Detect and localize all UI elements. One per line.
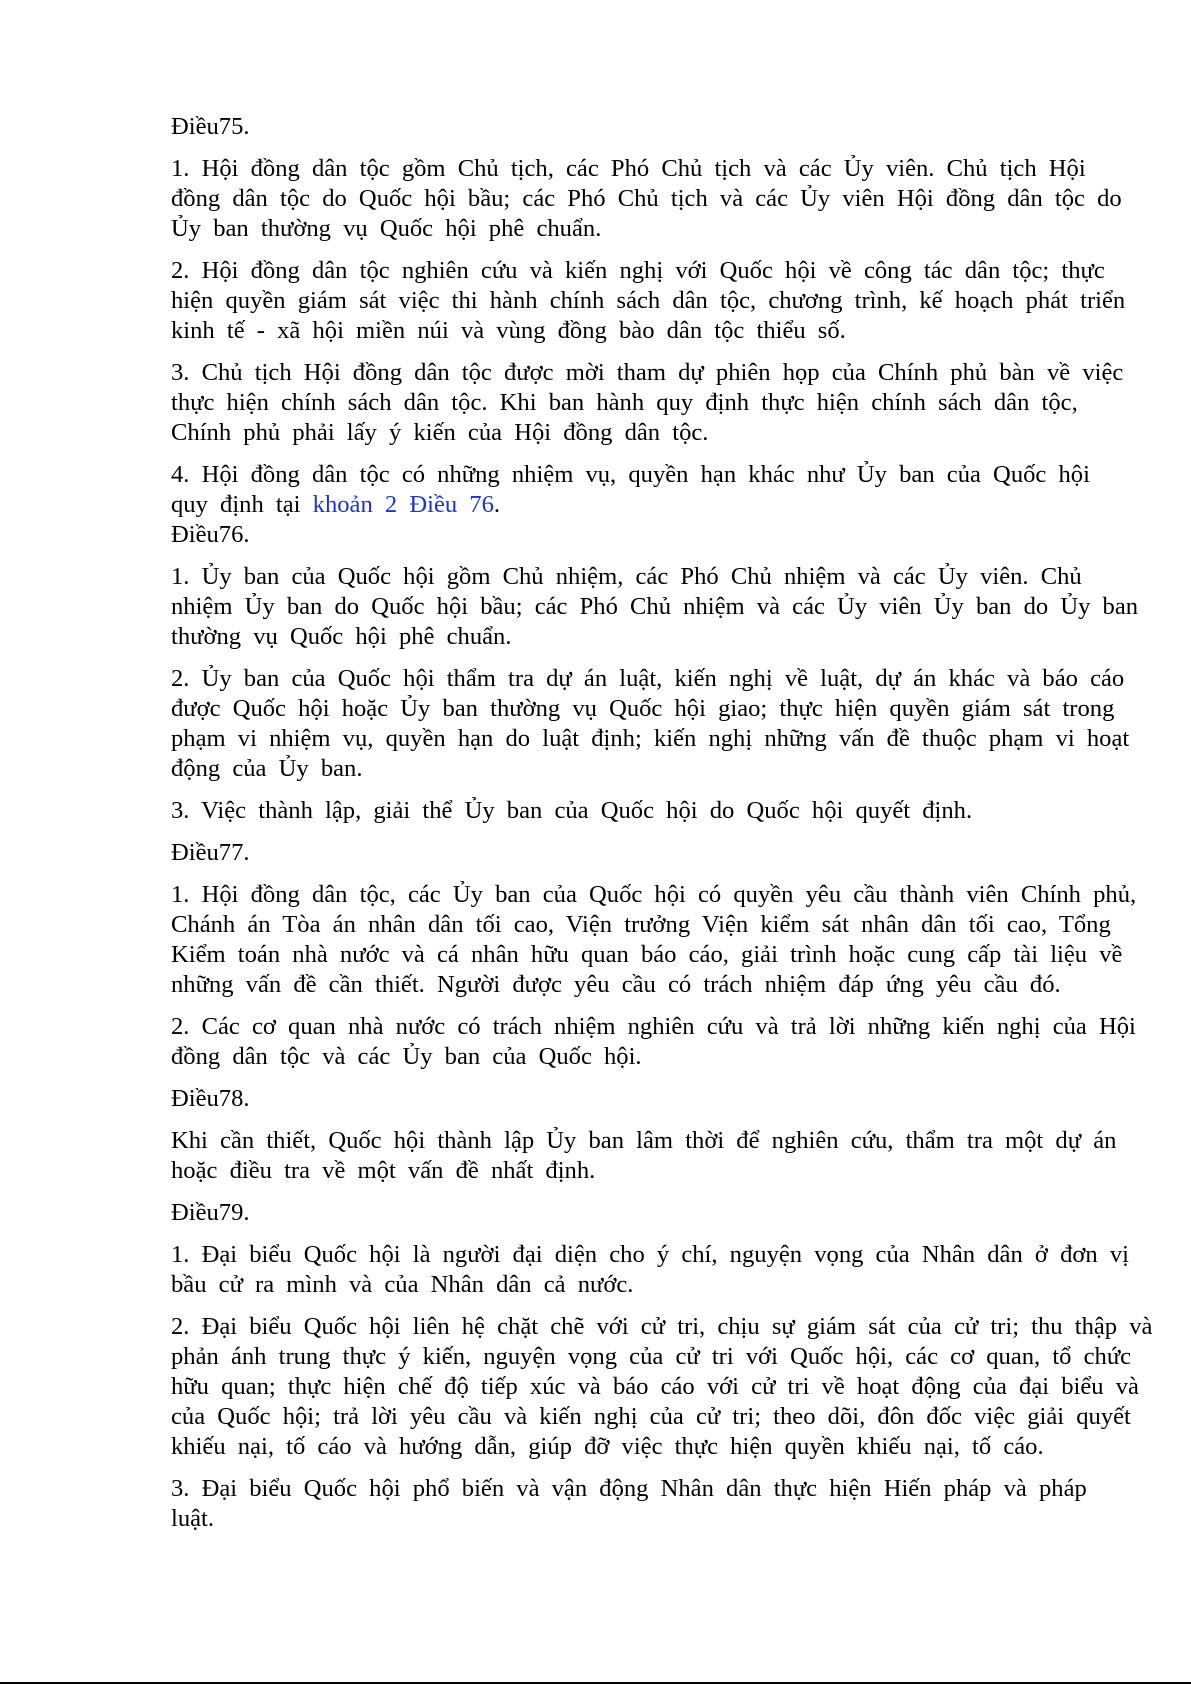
article-heading: Điều76.	[171, 521, 250, 548]
document-page	[171, 112, 1191, 1546]
text-line: kinh tế - xã hội miền núi và vùng đồng bào dân tộc thiểu số.	[171, 317, 846, 344]
text-line-with-link	[171, 490, 1191, 520]
text-line: 3. Việc thành lập, giải thể Ủy ban của Quốc hội do Quốc hội quyết định.	[171, 797, 973, 824]
text-line: Ủy ban thường vụ Quốc hội phê chuẩn.	[171, 215, 602, 242]
text-line: 3. Đại biểu Quốc hội phổ biến và vận động Nhân dân thực hiện Hiến pháp và pháp	[171, 1475, 1087, 1502]
text-line: của Quốc hội; trả lời yêu cầu và kiến nghị của cử tri; theo dõi, đôn đốc việc giải quyết	[171, 1403, 1131, 1430]
article-78	[171, 1084, 1191, 1186]
paragraph	[171, 562, 1191, 652]
text-line: 1. Hội đồng dân tộc gồm Chủ tịch, các Phó Chủ tịch và các Ủy viên. Chủ tịch Hội	[171, 155, 1086, 182]
text-line: Chánh án Tòa án nhân dân tối cao, Viện trưởng Viện kiểm sát nhân dân tối cao, Tổng	[171, 911, 1111, 938]
paragraph	[171, 358, 1191, 448]
article-heading: Điều75.	[171, 113, 250, 140]
link-suffix: .	[493, 491, 501, 518]
page-bottom-rule	[0, 1682, 1191, 1684]
text-line: phản ánh trung thực ý kiến, nguyện vọng của cử tri với Quốc hội, các cơ quan, tổ chức	[171, 1343, 1132, 1370]
text-line: khiếu nại, tố cáo và hướng dẫn, giúp đỡ việc thực hiện quyền khiếu nại, tố cáo.	[171, 1433, 1044, 1460]
article-heading: Điều78.	[171, 1085, 250, 1112]
text-line: Khi cần thiết, Quốc hội thành lập Ủy ban lâm thời để nghiên cứu, thẩm tra một dự án	[171, 1127, 1117, 1154]
article-heading: Điều77.	[171, 839, 250, 866]
text-line: 1. Hội đồng dân tộc, các Ủy ban của Quốc hội có quyền yêu cầu thành viên Chính phủ,	[171, 881, 1137, 908]
paragraph	[171, 796, 1191, 826]
article-heading: Điều79.	[171, 1199, 250, 1226]
text-line: được Quốc hội hoặc Ủy ban thường vụ Quốc hội giao; thực hiện quyền giám sát trong	[171, 695, 1115, 722]
paragraph	[171, 154, 1191, 244]
text-line: 2. Đại biểu Quốc hội liên hệ chặt chẽ với cử tri, chịu sự giám sát của cử tri; thu thập và	[171, 1313, 1153, 1340]
text-line: đồng dân tộc do Quốc hội bầu; các Phó Chủ tịch và các Ủy viên Hội đồng dân tộc do	[171, 185, 1122, 212]
paragraph	[171, 1312, 1191, 1462]
text-line: 2. Hội đồng dân tộc nghiên cứu và kiến nghị với Quốc hội về công tác dân tộc; thực	[171, 257, 1105, 284]
text-line: 3. Chủ tịch Hội đồng dân tộc được mời tham dự phiên họp của Chính phủ bàn về việc	[171, 359, 1124, 386]
text-line: 2. Ủy ban của Quốc hội thẩm tra dự án luật, kiến nghị về luật, dự án khác và báo cáo	[171, 665, 1125, 692]
text-line: 1. Ủy ban của Quốc hội gồm Chủ nhiệm, các Phó Chủ nhiệm và các Ủy viên. Chủ	[171, 563, 1082, 590]
text-line: nhiệm Ủy ban do Quốc hội bầu; các Phó Chủ nhiệm và các Ủy viên Ủy ban do Ủy ban	[171, 593, 1139, 620]
paragraph	[171, 664, 1191, 784]
text-line: động của Ủy ban.	[171, 755, 363, 782]
text-line: Chính phủ phải lấy ý kiến của Hội đồng dân tộc.	[171, 419, 709, 446]
article-76	[171, 520, 1191, 826]
text-line: luật.	[171, 1505, 215, 1532]
text-line: thực hiện chính sách dân tộc. Khi ban hành quy định thực hiện chính sách dân tộc,	[171, 389, 1078, 416]
paragraph	[171, 1240, 1191, 1300]
article-75	[171, 112, 1191, 520]
cross-reference-link[interactable]: khoản 2 Điều 76	[312, 491, 494, 518]
paragraph	[171, 1474, 1191, 1534]
text-line: hữu quan; thực hiện chế độ tiếp xúc và báo cáo với cử tri về hoạt động của đại biểu và	[171, 1373, 1139, 1400]
link-prefix: quy định tại	[171, 491, 313, 518]
paragraph	[171, 256, 1191, 346]
article-77	[171, 838, 1191, 1072]
text-line: thường vụ Quốc hội phê chuẩn.	[171, 623, 512, 650]
text-line: 1. Đại biểu Quốc hội là người đại diện cho ý chí, nguyện vọng của Nhân dân ở đơn vị	[171, 1241, 1129, 1268]
paragraph	[171, 880, 1191, 1000]
text-line: những vấn đề cần thiết. Người được yêu cầu có trách nhiệm đáp ứng yêu cầu đó.	[171, 971, 1061, 998]
text-line: 2. Các cơ quan nhà nước có trách nhiệm nghiên cứu và trả lời những kiến nghị của Hội	[171, 1013, 1136, 1040]
text-line: 4. Hội đồng dân tộc có những nhiệm vụ, quyền hạn khác như Ủy ban của Quốc hội	[171, 461, 1090, 488]
article-79	[171, 1198, 1191, 1534]
paragraph	[171, 1012, 1191, 1072]
text-line: đồng dân tộc và các Ủy ban của Quốc hội.	[171, 1043, 642, 1070]
paragraph	[171, 460, 1191, 520]
text-line: hoặc điều tra về một vấn đề nhất định.	[171, 1157, 596, 1184]
paragraph	[171, 1126, 1191, 1186]
text-line: hiện quyền giám sát việc thi hành chính sách dân tộc, chương trình, kế hoạch phát triển	[171, 287, 1126, 314]
text-line: phạm vi nhiệm vụ, quyền hạn do luật định; kiến nghị những vấn đề thuộc phạm vi hoạt	[171, 725, 1130, 752]
text-line: Kiểm toán nhà nước và cá nhân hữu quan báo cáo, giải trình hoặc cung cấp tài liệu về	[171, 941, 1123, 968]
text-line: bầu cử ra mình và của Nhân dân cả nước.	[171, 1271, 634, 1298]
